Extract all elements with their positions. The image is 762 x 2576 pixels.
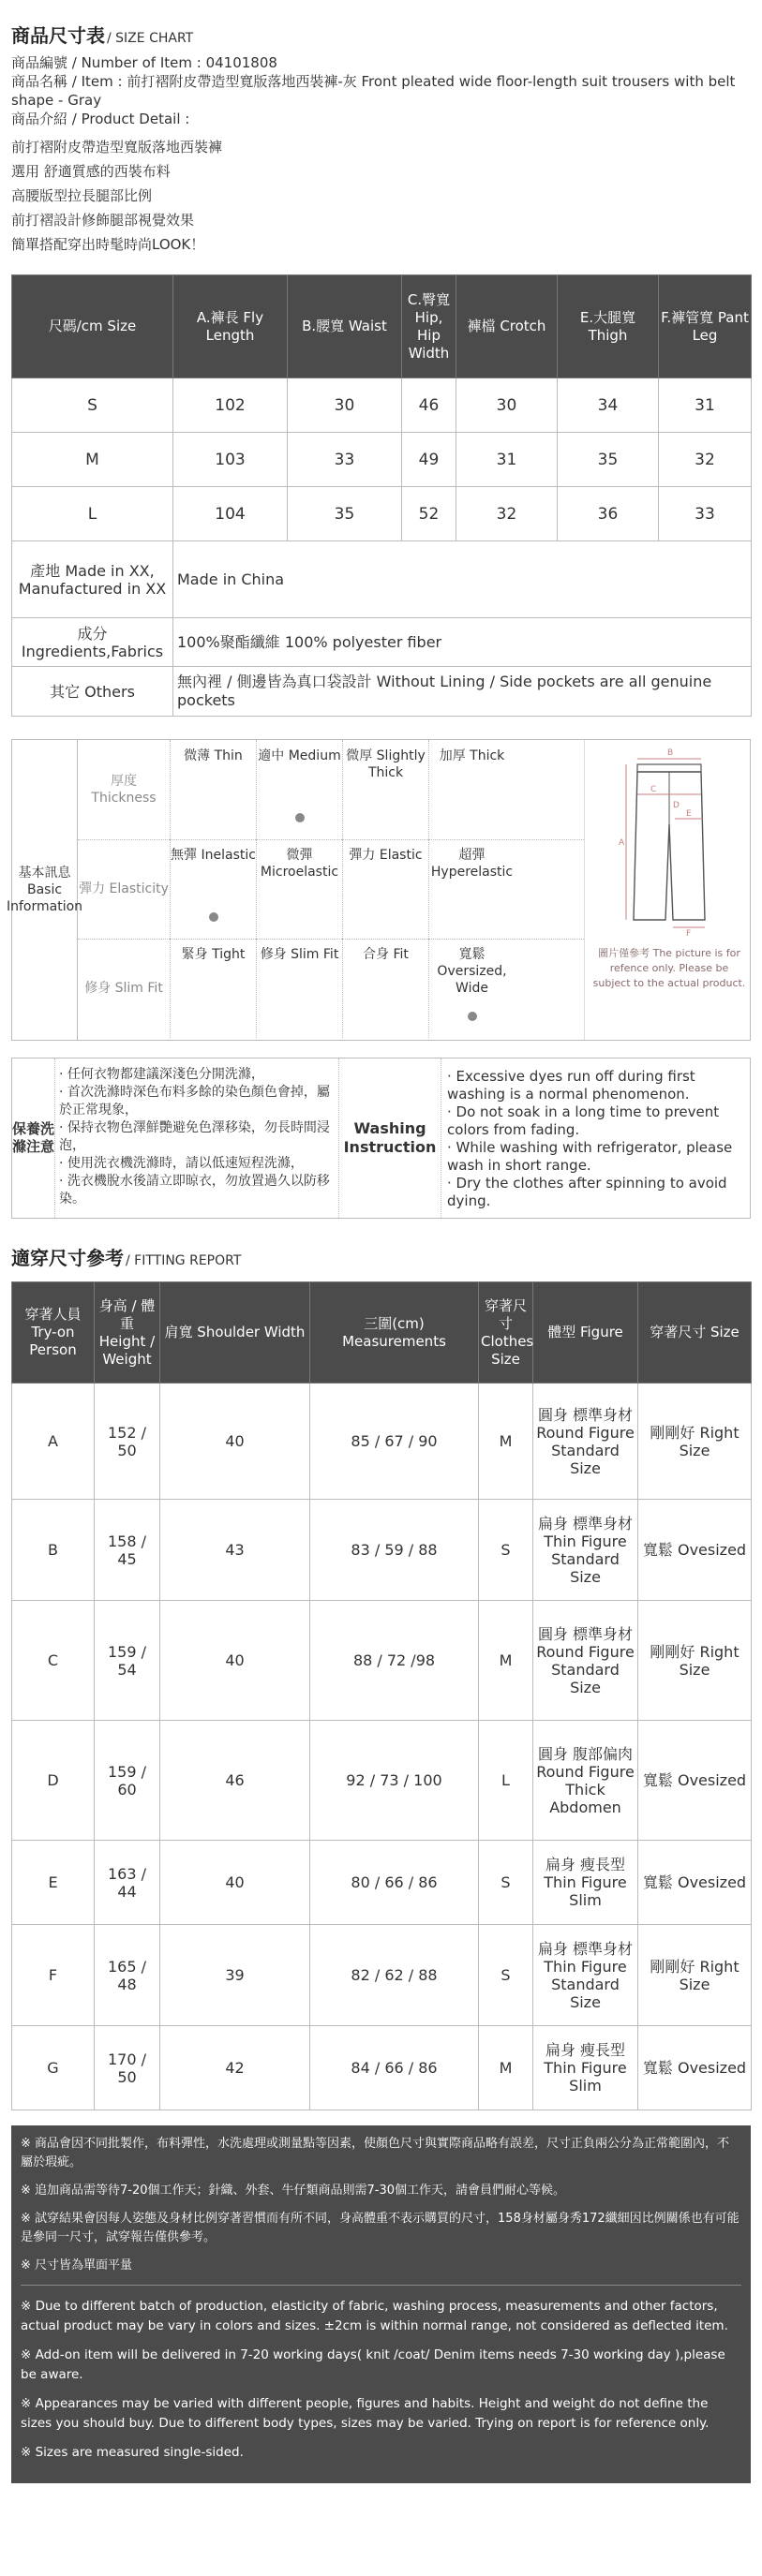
- washing-item-zh: 保持衣物色澤鮮艷避免色澤移染，勿長時間浸泡，: [59, 1120, 330, 1153]
- table-cell: 103: [173, 433, 288, 487]
- table-cell: 42: [160, 2026, 310, 2110]
- size-chart-heading: [0, 0, 762, 53]
- table-row: [12, 1500, 752, 1601]
- table-row: [12, 1601, 752, 1721]
- size-fit-header: 穿著尺寸 Size: [638, 1282, 752, 1384]
- product-detail-line: 選用 舒適質感的西裝布料: [11, 163, 171, 180]
- fly-length-header: A.褲長 Fly Length: [173, 275, 288, 378]
- dim-letter-b: B: [667, 748, 674, 758]
- fitting-title-zh: 適穿尺寸參考: [11, 1247, 124, 1269]
- elasticity-option: 彈力 Elastic: [342, 839, 428, 939]
- clothes-size-header: 穿著尺寸 Clothes Size: [479, 1282, 533, 1384]
- thigh-header: E.大腿寬 Thigh: [558, 275, 659, 378]
- fitting-table: [11, 1281, 752, 2110]
- table-cell: 152 / 50: [95, 1384, 160, 1500]
- size-chart-header-row: [12, 275, 752, 378]
- fit-label: 修身 Slim Fit: [84, 981, 163, 996]
- notes-divider: [21, 2285, 741, 2286]
- elasticity-option: 微彈 Microelastic: [256, 839, 342, 939]
- table-cell: 36: [558, 487, 659, 541]
- table-cell: 46: [402, 378, 456, 433]
- table-row: [12, 2026, 752, 2110]
- washing-item-en: Do not soak in a long time to prevent colors from fading.: [447, 1103, 720, 1138]
- table-cell: S: [479, 1841, 533, 1925]
- ingredients-label: 成分 Ingredients,Fabrics: [12, 618, 173, 667]
- fit-option: 合身 Fit: [342, 939, 428, 1038]
- table-cell: M: [479, 1601, 533, 1721]
- fitting-header-row: [12, 1282, 752, 1384]
- thickness-row: [78, 740, 584, 839]
- table-row: [12, 1841, 752, 1925]
- selected-dot: [468, 1012, 477, 1021]
- elasticity-option: 無彈 Inelastic: [170, 839, 256, 939]
- dim-letter-f: F: [686, 929, 692, 937]
- washing-item-en: Dry the clothes after spinning to avoid dying.: [447, 1175, 727, 1209]
- table-cell: 扁身 瘦長型 Thin Figure Slim: [533, 1841, 638, 1925]
- washing-list-zh: · 任何衣物都建議深淺色分開洗滌， · 首次洗滌時深色布料多餘的染色顏色會掉，屬於正常現象， · 保持衣物色澤鮮艷避免色澤移染，勿長時間浸泡， · 使用洗衣機洗滌時，請以低速短程洗滌， · 洗衣機脫水後請立即晾衣，勿放置過久以防移染。: [59, 1067, 330, 1207]
- shoulder-width-header: 肩寬 Shoulder Width: [160, 1282, 310, 1384]
- size-cell: M: [12, 433, 173, 487]
- notes-en: [21, 2297, 741, 2463]
- table-cell: 剛剛好 Right Size: [638, 1384, 752, 1500]
- table-cell: 85 / 67 / 90: [310, 1384, 479, 1500]
- table-cell: 31: [456, 433, 558, 487]
- person-cell: G: [12, 2026, 95, 2110]
- table-cell: 39: [160, 1925, 310, 2026]
- fit-option: 緊身 Tight: [170, 939, 256, 1038]
- table-cell: 圓身 標準身材 Round Figure Standard Size: [533, 1384, 638, 1500]
- table-cell: 159 / 60: [95, 1721, 160, 1841]
- table-cell: 102: [173, 378, 288, 433]
- table-cell: 扁身 標準身材 Thin Figure Standard Size: [533, 1925, 638, 2026]
- size-chart-table: [11, 274, 752, 717]
- table-cell: 寬鬆 Ovesized: [638, 1841, 752, 1925]
- person-cell: E: [12, 1841, 95, 1925]
- table-cell: 163 / 44: [95, 1841, 160, 1925]
- size-chart-title-zh: 商品尺寸表: [11, 24, 105, 47]
- elasticity-row: [78, 839, 584, 939]
- dim-letter-d: D: [673, 801, 680, 810]
- washing-label-en: Washing Instruction: [338, 1059, 441, 1218]
- person-cell: A: [12, 1384, 95, 1500]
- washing-item-zh: 首次洗滌時深色布料多餘的染色顏色會掉，屬於正常現象，: [59, 1085, 330, 1118]
- fit-option: 修身 Slim Fit: [256, 939, 342, 1038]
- washing-panel: [11, 1058, 751, 1219]
- table-cell: 92 / 73 / 100: [310, 1721, 479, 1841]
- origin-value: Made in China: [173, 541, 752, 618]
- note-zh: ※ 尺寸皆為單面平量: [21, 2258, 133, 2273]
- product-detail-line: 高腰版型拉長腿部比例: [11, 187, 153, 204]
- table-cell: 30: [288, 378, 402, 433]
- table-row: [12, 1925, 752, 2026]
- table-cell: 31: [659, 378, 752, 433]
- table-cell: 49: [402, 433, 456, 487]
- others-row: [12, 667, 752, 717]
- others-value: 無內裡 / 側邊皆為真口袋設計 Without Lining / Side pockets are all genuine pockets: [173, 667, 752, 717]
- thickness-option: 加厚 Thick: [428, 740, 515, 839]
- table-cell: 104: [173, 487, 288, 541]
- table-cell: 170 / 50: [95, 2026, 160, 2110]
- table-cell: 83 / 59 / 88: [310, 1500, 479, 1601]
- figure-header: 體型 Figure: [533, 1282, 638, 1384]
- basic-info-panel: [6, 739, 751, 1041]
- table-cell: 35: [288, 487, 402, 541]
- table-cell: 扁身 瘦長型 Thin Figure Slim: [533, 2026, 638, 2110]
- pant-leg-header: F.褲管寬 Pant Leg: [659, 275, 752, 378]
- product-detail-line: 前打褶設計修飾腿部視覺效果: [11, 212, 195, 229]
- table-cell: 寬鬆 Ovesized: [638, 2026, 752, 2110]
- size-cell: S: [12, 378, 173, 433]
- diagram-note: 圖片僅參考 The picture is for refence only. Please be subject to the actual product.: [592, 947, 746, 989]
- washing-label-zh: 保養洗滌注意: [12, 1059, 55, 1218]
- person-cell: B: [12, 1500, 95, 1601]
- waist-header: B.腰寬 Waist: [288, 275, 402, 378]
- table-row: [12, 1721, 752, 1841]
- try-on-person-header: 穿著人員 Try-on Person: [12, 1282, 95, 1384]
- table-cell: 33: [288, 433, 402, 487]
- hip-header: C.臀寬 Hip, Hip Width: [402, 275, 456, 378]
- table-cell: M: [479, 1384, 533, 1500]
- washing-item-zh: 任何衣物都建議深淺色分開洗滌，: [67, 1067, 264, 1082]
- table-cell: 圓身 標準身材 Round Figure Standard Size: [533, 1601, 638, 1721]
- fit-row: [78, 939, 584, 1038]
- table-cell: 84 / 66 / 86: [310, 2026, 479, 2110]
- product-detail-line: 簡單搭配穿出時髦時尚LOOK！: [11, 236, 205, 253]
- dim-letter-e: E: [686, 809, 692, 819]
- elasticity-option: 超彈 Hyperelastic: [428, 839, 515, 939]
- thickness-label: 厚度 Thickness: [91, 774, 157, 806]
- elasticity-label: 彈力 Elasticity: [79, 881, 169, 896]
- table-cell: S: [479, 1500, 533, 1601]
- fitting-heading: [0, 1219, 762, 1276]
- washing-item-zh: 洗衣機脫水後請立即晾衣，勿放置過久以防移染。: [59, 1174, 330, 1207]
- notes-zh: [21, 2135, 741, 2275]
- table-cell: 34: [558, 378, 659, 433]
- table-cell: 剛剛好 Right Size: [638, 1925, 752, 2026]
- product-detail-label: 商品介紹 / Product Detail :: [11, 111, 190, 127]
- table-cell: 33: [659, 487, 752, 541]
- dim-letter-c: C: [650, 785, 657, 794]
- table-row: [12, 433, 752, 487]
- thickness-option: 微厚 Slightly Thick: [342, 740, 428, 839]
- table-cell: 52: [402, 487, 456, 541]
- note-en: ※ Sizes are measured single-sided.: [21, 2445, 244, 2460]
- table-cell: 46: [160, 1721, 310, 1841]
- table-cell: 80 / 66 / 86: [310, 1841, 479, 1925]
- table-row: [12, 487, 752, 541]
- note-zh: ※ 試穿結果會因每人姿態及身材比例穿著習慣而有所不同，身高體重不表示購買的尺寸，158身材屬身秀172纖細因比例關係也有可能是參同一尺寸，試穿報告僅供參考。: [21, 2212, 740, 2244]
- others-label: 其它 Others: [12, 667, 173, 717]
- washing-item-en: Excessive dyes run off during first washing is a normal phenomenon.: [447, 1068, 695, 1103]
- origin-label: 產地 Made in XX, Manufactured in XX: [12, 541, 173, 618]
- table-cell: 40: [160, 1601, 310, 1721]
- person-cell: D: [12, 1721, 95, 1841]
- fitting-title-en: / FITTING REPORT: [126, 1253, 242, 1268]
- ingredients-value: 100%聚酯纖維 100% polyester fiber: [173, 618, 752, 667]
- table-cell: 32: [456, 487, 558, 541]
- note-zh: ※ 商品會因不同批製作，布料彈性，水洗處理或測量點等因素，使顏色尺寸與實際商品略有誤差，尺寸正負兩公分為正常範圍內，不屬於瑕疵。: [21, 2137, 730, 2169]
- washing-item-en: While washing with refrigerator, please wash in short range.: [447, 1139, 733, 1174]
- table-row: [12, 378, 752, 433]
- table-cell: 159 / 54: [95, 1601, 160, 1721]
- selected-dot: [209, 912, 218, 922]
- measurements-header: 三圍(cm) Measurements: [310, 1282, 479, 1384]
- table-cell: 扁身 標準身材 Thin Figure Standard Size: [533, 1500, 638, 1601]
- table-cell: 圓身 腹部偏肉 Round Figure Thick Abdomen: [533, 1721, 638, 1841]
- note-en: ※ Add-on item will be delivered in 7-20 working days( knit /coat/ Denim items needs 7-30 working day ),please be aware.: [21, 2347, 725, 2382]
- trousers-outline-icon: [585, 740, 752, 937]
- height-weight-header: 身高 / 體重 Height / Weight: [95, 1282, 160, 1384]
- table-cell: 88 / 72 /98: [310, 1601, 479, 1721]
- dim-letter-a: A: [619, 838, 625, 848]
- product-detail-line: 前打褶附皮帶造型寬版落地西裝褲: [11, 139, 223, 155]
- washing-list-en: · Excessive dyes run off during first washing is a normal phenomenon. · Do not soak in a long time to prevent colors from fading. · While washing with refrigerator, please wash in short range. · Dry the clothes after spinning to avoid dying.: [447, 1068, 733, 1209]
- size-cell: L: [12, 487, 173, 541]
- note-en: ※ Appearances may be varied with different people, figures and habits. Height and weight do not define the sizes you should buy. Due to different body types, sizes may be varied. Trying on report is for reference only.: [21, 2396, 710, 2431]
- washing-item-zh: 使用洗衣機洗滌時，請以低速短程洗滌，: [67, 1156, 304, 1171]
- table-cell: 82 / 62 / 88: [310, 1925, 479, 2026]
- thickness-option: 適中 Medium: [256, 740, 342, 839]
- note-en: ※ Due to different batch of production, elasticity of fabric, washing process, measurements and other factors, actual product may be vary in colors and sizes. ±2cm is within normal range, not considered as deflected item.: [21, 2299, 728, 2333]
- table-cell: 40: [160, 1384, 310, 1500]
- table-cell: 寬鬆 Ovesized: [638, 1721, 752, 1841]
- table-cell: M: [479, 2026, 533, 2110]
- item-name: 商品名稱 / Item : 前打褶附皮帶造型寬版落地西裝褲-灰 Front pleated wide floor-length suit trousers with belt shape - Gray: [11, 73, 740, 109]
- table-cell: 158 / 45: [95, 1500, 160, 1601]
- table-cell: L: [479, 1721, 533, 1841]
- table-cell: 32: [659, 433, 752, 487]
- table-cell: 寬鬆 Ovesized: [638, 1500, 752, 1601]
- ingredients-row: [12, 618, 752, 667]
- size-header: 尺碼/cm Size: [12, 275, 173, 378]
- trousers-diagram: [584, 740, 751, 1040]
- basic-info-label: 基本訊息 Basic Information: [12, 740, 78, 1040]
- note-zh: ※ 追加商品需等待7-20個工作天；針織、外套、牛仔類商品則需7-30個工作天，請會員們耐心等候。: [21, 2184, 566, 2198]
- person-cell: C: [12, 1601, 95, 1721]
- size-chart-title-en: / SIZE CHART: [107, 31, 194, 46]
- table-cell: 剛剛好 Right Size: [638, 1601, 752, 1721]
- table-cell: 40: [160, 1841, 310, 1925]
- table-cell: 30: [456, 378, 558, 433]
- table-cell: 43: [160, 1500, 310, 1601]
- crotch-header: 褲檔 Crotch: [456, 275, 558, 378]
- selected-dot: [295, 813, 305, 822]
- notes-panel: [11, 2125, 751, 2483]
- fit-option: 寬鬆 Oversized, Wide: [428, 939, 515, 1038]
- product-info: [0, 53, 762, 254]
- item-number: 商品編號 / Number of Item : 04101808: [11, 54, 277, 71]
- table-cell: S: [479, 1925, 533, 2026]
- table-cell: 35: [558, 433, 659, 487]
- thickness-option: 微薄 Thin: [170, 740, 256, 839]
- person-cell: F: [12, 1925, 95, 2026]
- table-row: [12, 1384, 752, 1500]
- origin-row: [12, 541, 752, 618]
- table-cell: 165 / 48: [95, 1925, 160, 2026]
